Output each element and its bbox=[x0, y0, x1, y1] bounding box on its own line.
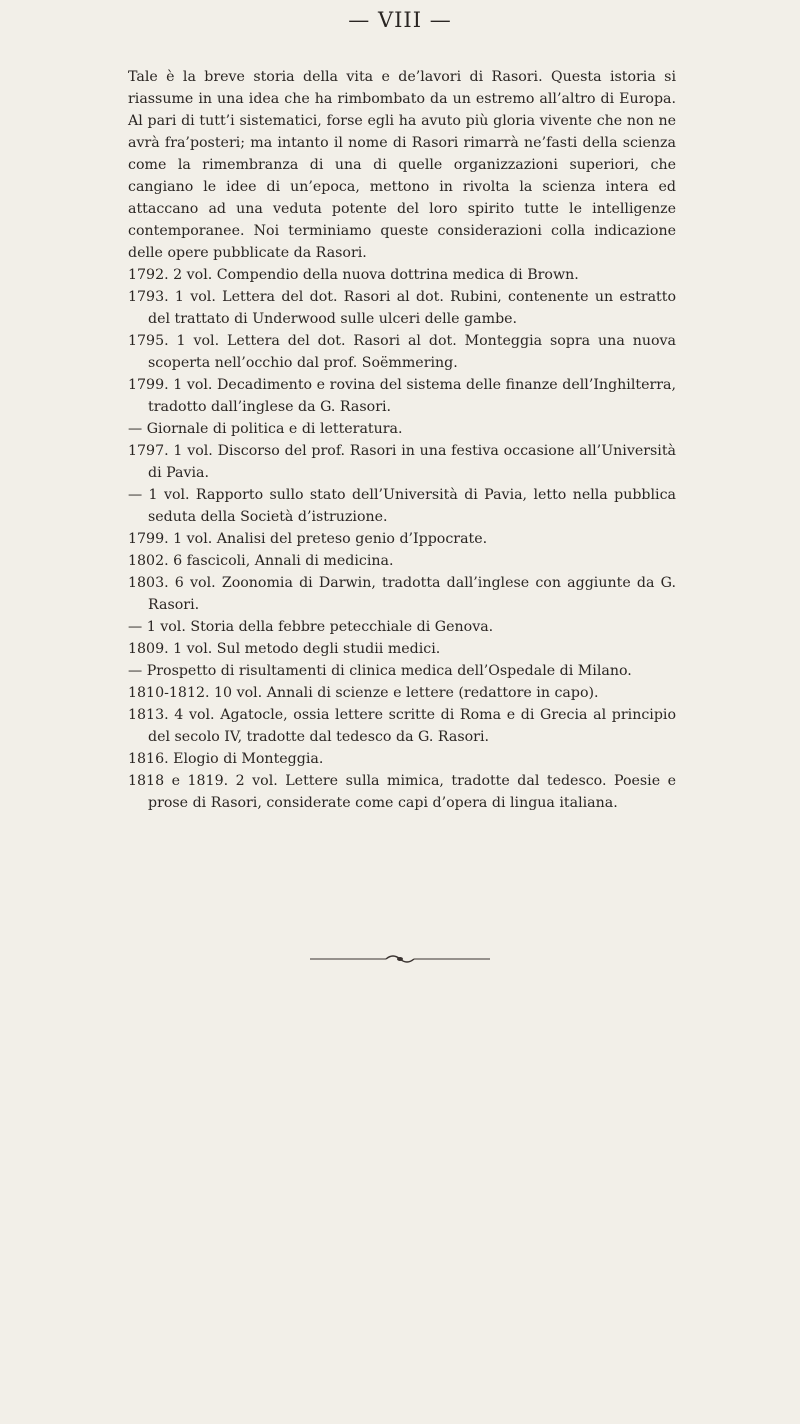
bibliography-entry: 1795. 1 vol. Lettera del dot. Rasori al dot. Monteggia sopra una nuova scoperta nell’occhio dal prof. Soëmmering. bbox=[128, 333, 676, 371]
bibliography-entry: — Giornale di politica e di letteratura. bbox=[128, 421, 403, 437]
bibliography-entry: — 1 vol. Storia della febbre petecchiale di Genova. bbox=[128, 619, 494, 635]
bibliography-entry: 1818 e 1819. 2 vol. Lettere sulla mimica, tradotte dal tedesco. Poesie e prose di Rasori, considerate come capi d’opera di lingua italiana. bbox=[128, 773, 676, 811]
bibliography-entry: 1803. 6 vol. Zoonomia di Darwin, tradotta dall’inglese con aggiunte da G. Rasori. bbox=[128, 575, 676, 613]
bibliography-entry: 1809. 1 vol. Sul metodo degli studii medici. bbox=[128, 641, 441, 657]
bibliography-entry: 1799. 1 vol. Analisi del preteso genio d’Ippocrate. bbox=[128, 531, 488, 547]
page-body bbox=[128, 66, 676, 814]
bibliography-entry: 1793. 1 vol. Lettera del dot. Rasori al dot. Rubini, contenente un estratto del trattato di Underwood sulle ulceri delle gambe. bbox=[128, 289, 676, 327]
bibliography-entry: 1792. 2 vol. Compendio della nuova dottrina medica di Brown. bbox=[128, 267, 579, 283]
bibliography-list bbox=[128, 264, 676, 814]
intro-paragraph: Tale è la breve storia della vita e de’lavori di Rasori. Questa istoria si riassume in una idea che ha rimbombato da un estremo all’altro di Europa. Al pari di tutt’i sistematici, forse egli ha avuto più gloria vivente che non ne avrà fra’posteri; ma intanto il nome di Rasori rimarrà ne’fasti della scienza come la rimembranza di una di quelle organizzazioni superiori, che cangiano le idee di un’epoca, mettono in rivolta la scienza intera ed attaccano ad una veduta potente del loro spirito tutte le intelligenze contemporanee. Noi terminiamo queste considerazioni colla indicazione delle opere pubblicate da Rasori. bbox=[128, 69, 676, 261]
bibliography-entry: — 1 vol. Rapporto sullo stato dell’Università di Pavia, letto nella pubblica seduta della Società d’istruzione. bbox=[128, 487, 676, 525]
bibliography-entry: 1799. 1 vol. Decadimento e rovina del sistema delle finanze dell’Inghilterra, tradotto dall’inglese da G. Rasori. bbox=[128, 377, 676, 415]
bibliography-entry: 1802. 6 fascicoli, Annali di medicina. bbox=[128, 553, 394, 569]
bibliography-entry: 1797. 1 vol. Discorso del prof. Rasori in una festiva occasione all’Università di Pavia. bbox=[128, 443, 676, 481]
closing-ornament-icon bbox=[300, 952, 500, 966]
page-header: — VIII — bbox=[348, 8, 452, 32]
bibliography-entry: 1813. 4 vol. Agatocle, ossia lettere scritte di Roma e di Grecia al principio del secolo IV, tradotte dal tedesco da G. Rasori. bbox=[128, 707, 676, 745]
bibliography-entry: 1810-1812. 10 vol. Annali di scienze e lettere (redattore in capo). bbox=[128, 685, 599, 701]
bibliography-entry: 1816. Elogio di Monteggia. bbox=[128, 751, 324, 767]
bibliography-entry: — Prospetto di risultamenti di clinica medica dell’Ospedale di Milano. bbox=[128, 663, 632, 679]
